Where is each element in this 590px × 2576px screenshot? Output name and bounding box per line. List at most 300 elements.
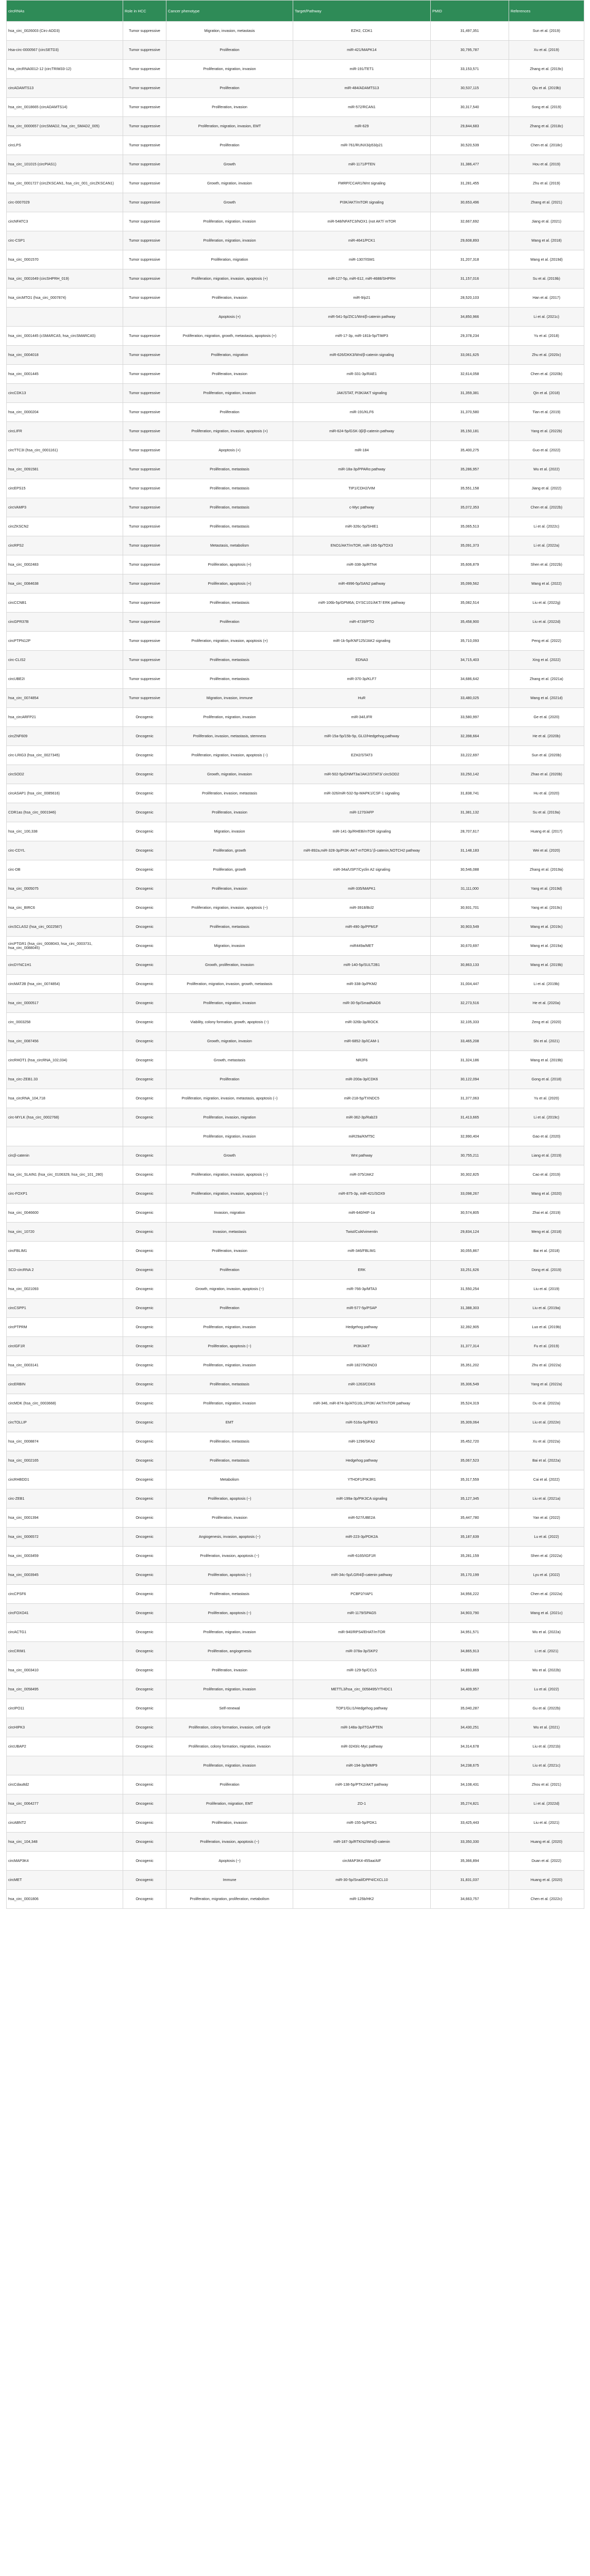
cell-phenotype: Growth, metastasis (166, 1051, 293, 1070)
header-target: Target/Pathway (293, 1, 431, 22)
cell-circrna: circTOLLIP (7, 1413, 123, 1432)
cell-role: Oncogenic (123, 879, 166, 899)
cell-circrna: hsa_circ_0001570 (7, 250, 123, 269)
cell-circrna: circRHBDD1 (7, 1470, 123, 1489)
cell-target: miR-187-3p/RTKN2/Wnt/β-catenin (293, 1833, 431, 1852)
cell-circrna: hsa_circ_0003141 (7, 1356, 123, 1375)
cell-circrna: circSOD2 (7, 765, 123, 784)
table-row (7, 155, 584, 174)
cell-circrna: circUBE2I (7, 670, 123, 689)
cell-reference: Zhang et al. (2019a) (509, 860, 584, 879)
cell-role: Oncogenic (123, 1699, 166, 1718)
table-row (7, 822, 584, 841)
cell-phenotype: Proliferation, growth (166, 860, 293, 879)
cell-circrna: circSCLAS2 (hsa_circ_0022587) (7, 918, 123, 937)
cell-target: miR-421/MAPK14 (293, 41, 431, 60)
cell-role: Tumor suppressive (123, 498, 166, 517)
cell-phenotype: Proliferation, migration, invasion, apoptosis (+) (166, 422, 293, 441)
cell-role: Tumor suppressive (123, 632, 166, 651)
table-row (7, 250, 584, 269)
cell-target: miR-892a,miR-328-3p/PI3K-AKT-mTOR1/ β-catenin,NOTCH2 pathway (293, 841, 431, 860)
cell-circrna: circCDK13 (7, 384, 123, 403)
cell-role: Tumor suppressive (123, 269, 166, 289)
cell-role: Tumor suppressive (123, 250, 166, 269)
cell-pmid: 32,398,664 (431, 727, 509, 746)
cell-circrna: hsa_circ_0064277 (7, 1794, 123, 1814)
circrna-table (6, 0, 584, 1909)
cell-target: miR-6852-3p/ICAM-1 (293, 1032, 431, 1051)
cell-reference: Su et al. (2019b) (509, 269, 584, 289)
table-row (7, 517, 584, 536)
table-row (7, 460, 584, 479)
cell-role: Oncogenic (123, 1814, 166, 1833)
cell-role: Oncogenic (123, 1318, 166, 1337)
cell-circrna: circACTG1 (7, 1623, 123, 1642)
cell-reference: Tian et al. (2019) (509, 403, 584, 422)
cell-role: Tumor suppressive (123, 212, 166, 231)
cell-target: miR-200a-3p/CDK6 (293, 1070, 431, 1089)
cell-role: Tumor suppressive (123, 536, 166, 555)
table-row (7, 613, 584, 632)
cell-target: miR-191/KLF6 (293, 403, 431, 422)
cell-role: Oncogenic (123, 1165, 166, 1184)
table-row (7, 1280, 584, 1299)
cell-phenotype: Proliferation, migration, invasion (166, 708, 293, 727)
table-row (7, 441, 584, 460)
cell-target: ZO-1 (293, 1794, 431, 1814)
cell-phenotype: Proliferation, apoptosis (−) (166, 1566, 293, 1585)
table-row (7, 79, 584, 98)
cell-phenotype: Proliferation, metastasis (166, 460, 293, 479)
cell-phenotype: Proliferation, migration, invasion, apoptosis (+) (166, 632, 293, 651)
cell-circrna: circERBIN (7, 1375, 123, 1394)
cell-role: Oncogenic (123, 1470, 166, 1489)
cell-phenotype: Viability, colony formation, growth, apoptosis (−) (166, 1013, 293, 1032)
cell-role: Oncogenic (123, 1280, 166, 1299)
cell-role: Oncogenic (123, 708, 166, 727)
cell-reference: Li et al. (2022a) (509, 536, 584, 555)
cell-role: Oncogenic (123, 1375, 166, 1394)
cell-pmid: 33,350,330 (431, 1833, 509, 1852)
cell-phenotype: Proliferation, invasion (166, 98, 293, 117)
cell-circrna: circGPR37B (7, 613, 123, 632)
cell-target: miR-335/MAPK1 (293, 879, 431, 899)
cell-role: Tumor suppressive (123, 441, 166, 460)
cell-pmid: 30,537,115 (431, 79, 509, 98)
cell-phenotype: Proliferation, migration (166, 346, 293, 365)
cell-reference: Wang et al. (2019b) (509, 956, 584, 975)
cell-role: Oncogenic (123, 784, 166, 803)
cell-target: miR29a/KMT5C (293, 1127, 431, 1146)
cell-pmid: 29,844,683 (431, 117, 509, 136)
cell-phenotype: Proliferation, migration, invasion (166, 384, 293, 403)
cell-target: miR-138-5p/PTK2/AKT pathway (293, 1775, 431, 1794)
cell-phenotype: Proliferation (166, 1070, 293, 1089)
cell-phenotype: Growth (166, 193, 293, 212)
table-row (7, 479, 584, 498)
table-body (7, 22, 584, 1909)
cell-pmid: 32,614,058 (431, 365, 509, 384)
cell-reference: Shen et al. (2022a) (509, 1547, 584, 1566)
cell-reference: Liu et al. (2021c) (509, 1756, 584, 1775)
cell-phenotype: Proliferation (166, 1299, 293, 1318)
cell-phenotype: Proliferation, apoptosis (−) (166, 1489, 293, 1509)
cell-circrna: circRHOT1 (hsa_circRNA_102,034) (7, 1051, 123, 1070)
cell-circrna: circFOXO41 (7, 1604, 123, 1623)
cell-target: EZH2/STAT3 (293, 746, 431, 765)
cell-pmid: 35,099,562 (431, 574, 509, 594)
cell-phenotype: Proliferation, migration, invasion (166, 1356, 293, 1375)
cell-pmid: 35,447,780 (431, 1509, 509, 1528)
cell-target: Wnt pathway (293, 1146, 431, 1165)
cell-target: Hedgehog pathway (293, 1318, 431, 1337)
cell-target: miR-223-3p/PDK2A (293, 1528, 431, 1547)
table-row (7, 708, 584, 727)
cell-pmid: 31,388,303 (431, 1299, 509, 1318)
cell-pmid: 35,281,159 (431, 1547, 509, 1566)
cell-phenotype: Proliferation, migration, invasion (166, 1680, 293, 1699)
cell-circrna: circIPO11 (7, 1699, 123, 1718)
cell-role: Tumor suppressive (123, 327, 166, 346)
table-row (7, 1356, 584, 1375)
table-row (7, 746, 584, 765)
table-row (7, 1146, 584, 1165)
cell-role: Tumor suppressive (123, 193, 166, 212)
table-row (7, 1509, 584, 1528)
cell-phenotype: Proliferation, invasion (166, 1814, 293, 1833)
cell-target: miR-490-3p/PPM1F (293, 918, 431, 937)
cell-pmid: 33,251,626 (431, 1261, 509, 1280)
cell-target: miR-331-3p/RAE1 (293, 365, 431, 384)
cell-phenotype: Proliferation, migration, invasion, apoptosis (−) (166, 746, 293, 765)
cell-target: miR-370-3p/KLF7 (293, 670, 431, 689)
cell-phenotype: EMT (166, 1413, 293, 1432)
cell-pmid: 29,378,234 (431, 327, 509, 346)
table-row (7, 269, 584, 289)
cell-pmid: 31,111,000 (431, 879, 509, 899)
cell-target: miR-761/RUNX3/p53/p21 (293, 136, 431, 155)
table-row (7, 1223, 584, 1242)
cell-target: miR-17-3p, miR-181b-5p/TIMP3 (293, 327, 431, 346)
cell-pmid: 33,425,443 (431, 1814, 509, 1833)
cell-role: Tumor suppressive (123, 22, 166, 41)
cell-target: FMRP/CCAR1/Wnt signaling (293, 174, 431, 193)
cell-phenotype: Proliferation, invasion (166, 1509, 293, 1528)
cell-role: Oncogenic (123, 1184, 166, 1204)
cell-target: NR2F6 (293, 1051, 431, 1070)
cell-phenotype: Proliferation, migration, invasion, metastasis, apoptosis (−) (166, 1089, 293, 1108)
table-row (7, 1108, 584, 1127)
table-row (7, 1184, 584, 1204)
cell-target: miR-875-3p, miR-421/SOX9 (293, 1184, 431, 1204)
cell-circrna: circ-CDYL (7, 841, 123, 860)
cell-target: Hedgehog pathway (293, 1451, 431, 1470)
cell-circrna: circ-FOXP1 (7, 1184, 123, 1204)
cell-target: miR-4996-5p/SAN2 pathway (293, 574, 431, 594)
cell-pmid: 35,306,549 (431, 1375, 509, 1394)
cell-reference: Liu et al. (2022d) (509, 613, 584, 632)
cell-role (123, 1127, 166, 1146)
cell-pmid: 33,061,625 (431, 346, 509, 365)
cell-target: PI3K/AKT (293, 1337, 431, 1356)
cell-reference: Xing et al. (2022) (509, 651, 584, 670)
cell-circrna: circPTPRM (7, 1318, 123, 1337)
cell-circrna: Hsa-circ-0000567 (circSETD3) (7, 41, 123, 60)
table-row (7, 1890, 584, 1909)
cell-pmid: 32,990,404 (431, 1127, 509, 1146)
header-phenotype: Cancer phenotype (166, 1, 293, 22)
cell-role: Oncogenic (123, 918, 166, 937)
cell-phenotype: Proliferation, metastasis (166, 1585, 293, 1604)
cell-reference: He et al. (2020a) (509, 994, 584, 1013)
cell-circrna: hsa_circ_0091581 (7, 460, 123, 479)
cell-pmid: 30,055,867 (431, 1242, 509, 1261)
cell-circrna: hsa_circ_0046600 (7, 1204, 123, 1223)
cell-circrna: hsa_circ_0058495 (7, 1680, 123, 1699)
cell-reference: Chen et al. (2020b) (509, 365, 584, 384)
cell-target: ENO1/AKT/mTOR, miR-165-5p/TOX3 (293, 536, 431, 555)
cell-circrna: circ-ZEB1 (7, 1489, 123, 1509)
cell-circrna: hsa_circ_0003945 (7, 1566, 123, 1585)
cell-pmid: 35,400,275 (431, 441, 509, 460)
cell-role: Tumor suppressive (123, 98, 166, 117)
cell-target: miR-577-5p/PSAP (293, 1299, 431, 1318)
cell-pmid: 33,480,025 (431, 689, 509, 708)
cell-reference: Yang et al. (2019c) (509, 899, 584, 918)
cell-role: Oncogenic (123, 1089, 166, 1108)
cell-pmid: 30,653,496 (431, 193, 509, 212)
table-row (7, 1775, 584, 1794)
cell-target: TOP1/GLI1/Hedgehog pathway (293, 1699, 431, 1718)
cell-circrna: hsa_circ_0001445 (7, 365, 123, 384)
cell-reference: Zhang et al. (2021a) (509, 670, 584, 689)
cell-role: Oncogenic (123, 1852, 166, 1871)
cell-role: Oncogenic (123, 1623, 166, 1642)
cell-target: miR-502-5p/DNMT3a/JAK2/STAT3/ circSOD2 (293, 765, 431, 784)
cell-reference: Yu et al. (2018) (509, 327, 584, 346)
cell-role: Oncogenic (123, 994, 166, 1013)
cell-pmid: 31,370,580 (431, 403, 509, 422)
table-row (7, 1737, 584, 1756)
cell-target: miR-572/RCAN1 (293, 98, 431, 117)
cell-circrna: hsa_circ_0018665 (circADAMTS14) (7, 98, 123, 117)
cell-reference: Zhu et al. (2019) (509, 174, 584, 193)
cell-target: miR-129-5p/CCL5 (293, 1661, 431, 1680)
cell-phenotype: Migration, invasion, immune (166, 689, 293, 708)
cell-circrna: circ_0003258 (7, 1013, 123, 1032)
cell-phenotype: Proliferation, migration, proliferation, metabolism (166, 1890, 293, 1909)
cell-target: miR-140-5p/SULT2B1 (293, 956, 431, 975)
cell-role: Oncogenic (123, 1356, 166, 1375)
cell-pmid: 35,458,900 (431, 613, 509, 632)
cell-target: miR-3243/c-Myc pathway (293, 1737, 431, 1756)
cell-reference: Shen et al. (2022b) (509, 555, 584, 574)
cell-pmid: 35,072,353 (431, 498, 509, 517)
cell-target: miR-640/HIF-1α (293, 1204, 431, 1223)
cell-phenotype: Proliferation, migration, growth, metastasis, apoptosis (+) (166, 327, 293, 346)
cell-phenotype: Growth (166, 155, 293, 174)
table-row (7, 422, 584, 441)
cell-circrna: hsa_circ_0001649 (circSHPRH_019) (7, 269, 123, 289)
cell-role: Tumor suppressive (123, 346, 166, 365)
cell-target: miR-484/ADAMTS13 (293, 79, 431, 98)
cell-phenotype: Proliferation, migration, invasion (166, 231, 293, 250)
cell-reference: Zhao et al. (2020b) (509, 765, 584, 784)
cell-target: miR-141-3p/RHEB/mTOR signaling (293, 822, 431, 841)
cell-pmid: 35,082,514 (431, 594, 509, 613)
cell-pmid: 30,670,697 (431, 937, 509, 956)
cell-phenotype: Growth, migration, invasion (166, 1032, 293, 1051)
table-row (7, 727, 584, 746)
cell-pmid: 33,465,208 (431, 1032, 509, 1051)
cell-reference: Liu et al. (2021b) (509, 1737, 584, 1756)
cell-target: EZH2, CDK1 (293, 22, 431, 41)
cell-target: Twist/Cul4/vimentin (293, 1223, 431, 1242)
cell-pmid: 34,430,251 (431, 1718, 509, 1737)
cell-circrna: circMET (7, 1871, 123, 1890)
cell-pmid: 35,067,523 (431, 1451, 509, 1470)
table-row (7, 346, 584, 365)
table-row (7, 1718, 584, 1737)
cell-pmid: 30,317,540 (431, 98, 509, 117)
cell-reference: Guo et al. (2022) (509, 441, 584, 460)
table-row (7, 1871, 584, 1890)
cell-circrna: hsa_circRNA_104,718 (7, 1089, 123, 1108)
cell-role: Oncogenic (123, 1642, 166, 1661)
cell-role: Oncogenic (123, 1223, 166, 1242)
cell-role: Oncogenic (123, 1509, 166, 1528)
cell-reference: Cao et al. (2019) (509, 1165, 584, 1184)
table-row (7, 1699, 584, 1718)
cell-reference: Cai et al. (2022) (509, 1470, 584, 1489)
cell-target: miR-940/RPS4/EHAT/mTOR (293, 1623, 431, 1642)
cell-pmid: 31,497,351 (431, 22, 509, 41)
cell-phenotype: Growth, migration, invasion, apoptosis (−) (166, 1280, 293, 1299)
cell-role: Oncogenic (123, 1204, 166, 1223)
cell-target: miR-18a-3p/PPARα pathway (293, 460, 431, 479)
cell-reference: Han et al. (2017) (509, 289, 584, 308)
header-role: Role in HCC (123, 1, 166, 22)
cell-circrna: circ-LRIG3 (hsa_circ_0027345) (7, 746, 123, 765)
cell-role: Tumor suppressive (123, 60, 166, 79)
cell-phenotype: Proliferation, migration, invasion, apoptosis (−) (166, 1184, 293, 1204)
table-row (7, 384, 584, 403)
table-row (7, 841, 584, 860)
header-references: References (509, 1, 584, 22)
cell-pmid: 31,324,186 (431, 1051, 509, 1070)
table-row (7, 1089, 584, 1108)
cell-reference: Sun et al. (2019) (509, 22, 584, 41)
table-row (7, 994, 584, 1013)
table-row (7, 1299, 584, 1318)
table-row (7, 803, 584, 822)
table-row (7, 1585, 584, 1604)
cell-phenotype: Proliferation (166, 1261, 293, 1280)
cell-role: Oncogenic (123, 1051, 166, 1070)
cell-reference: Yan et al. (2022) (509, 1509, 584, 1528)
cell-pmid: 34,956,222 (431, 1585, 509, 1604)
cell-pmid: 31,377,314 (431, 1337, 509, 1356)
cell-circrna: hsa_circ_0000517 (7, 994, 123, 1013)
cell-target: miR-527/UBE2A (293, 1509, 431, 1528)
cell-reference: Zhang et al. (2021) (509, 193, 584, 212)
cell-reference: He et al. (2020b) (509, 727, 584, 746)
cell-target: ERK (293, 1261, 431, 1280)
cell-role: Oncogenic (123, 1451, 166, 1470)
cell-phenotype: Angiogenesis, invasion, apoptosis (−) (166, 1528, 293, 1547)
cell-phenotype: Proliferation, migration, invasion (166, 994, 293, 1013)
table-row (7, 1070, 584, 1089)
table-row (7, 879, 584, 899)
cell-phenotype: Proliferation, migration, invasion, apoptosis (−) (166, 899, 293, 918)
cell-role: Oncogenic (123, 1833, 166, 1852)
header-pmid: PMID (431, 1, 509, 22)
cell-role (123, 1756, 166, 1775)
cell-role: Tumor suppressive (123, 174, 166, 193)
cell-reference: Xu et al. (2019) (509, 41, 584, 60)
cell-pmid: 32,273,516 (431, 994, 509, 1013)
cell-phenotype: Proliferation, migration, EMT (166, 1794, 293, 1814)
cell-phenotype: Metabolism (166, 1470, 293, 1489)
cell-phenotype: Proliferation, metastasis (166, 1432, 293, 1451)
cell-target: miR-346, miR-874-3p/ATG16L1/PI3K/ AKT/mTOR pathway (293, 1394, 431, 1413)
cell-role: Tumor suppressive (123, 365, 166, 384)
cell-reference: Qin et al. (2018) (509, 384, 584, 403)
cell-circrna: circCPSF6 (7, 1585, 123, 1604)
cell-phenotype: Proliferation (166, 403, 293, 422)
cell-circrna: circLPS (7, 136, 123, 155)
cell-pmid: 31,550,254 (431, 1280, 509, 1299)
cell-role: Oncogenic (123, 1737, 166, 1756)
cell-reference: Wang et al. (2020) (509, 1184, 584, 1204)
cell-reference: Zhai et al. (2019) (509, 1204, 584, 1223)
cell-target: miR-106b-5p/GPM6A; DYSC101/AKT/ ERK pathway (293, 594, 431, 613)
cell-phenotype: Proliferation, migration, invasion (166, 212, 293, 231)
cell-circrna: hsa_circ_0005075 (7, 879, 123, 899)
cell-phenotype: Proliferation, metastasis (166, 594, 293, 613)
table-row (7, 632, 584, 651)
cell-pmid: 30,931,701 (431, 899, 509, 918)
cell-circrna: circVAMP3 (7, 498, 123, 517)
table-row (7, 1680, 584, 1699)
cell-circrna: circPTPN12P (7, 632, 123, 651)
cell-role: Tumor suppressive (123, 613, 166, 632)
cell-reference: Bai et al. (2022a) (509, 1451, 584, 1470)
cell-target: miR-548/NFATC3/NOX1 (not AKT/ mTOR (293, 212, 431, 231)
cell-circrna: hsa_circ_0021093 (7, 1280, 123, 1299)
cell-reference: Zhang et al. (2018c) (509, 117, 584, 136)
cell-pmid: 30,546,088 (431, 860, 509, 879)
cell-pmid: 31,377,063 (431, 1089, 509, 1108)
cell-reference: Hu et al. (2020) (509, 784, 584, 803)
cell-reference: Peng et al. (2022) (509, 632, 584, 651)
cell-phenotype: Proliferation, migration, invasion (166, 1394, 293, 1413)
cell-target: EDNA3 (293, 651, 431, 670)
table-row (7, 1604, 584, 1623)
cell-target: PI3K/AKT/mTOR signaling (293, 193, 431, 212)
cell-reference: Huang et al. (2020) (509, 1833, 584, 1852)
cell-role: Oncogenic (123, 1794, 166, 1814)
table-row (7, 174, 584, 193)
cell-circrna: hsa_circ_SLAIN1 (hsa_circ_0106329, hsa_circ_101_280) (7, 1165, 123, 1184)
cell-reference: Liu et al. (2019a) (509, 1299, 584, 1318)
cell-pmid: 32,105,333 (431, 1013, 509, 1032)
cell-phenotype: Immune (166, 1871, 293, 1890)
cell-circrna: hsa_circ_0003410 (7, 1661, 123, 1680)
cell-role: Tumor suppressive (123, 479, 166, 498)
table-row (7, 975, 584, 994)
table-row (7, 918, 584, 937)
